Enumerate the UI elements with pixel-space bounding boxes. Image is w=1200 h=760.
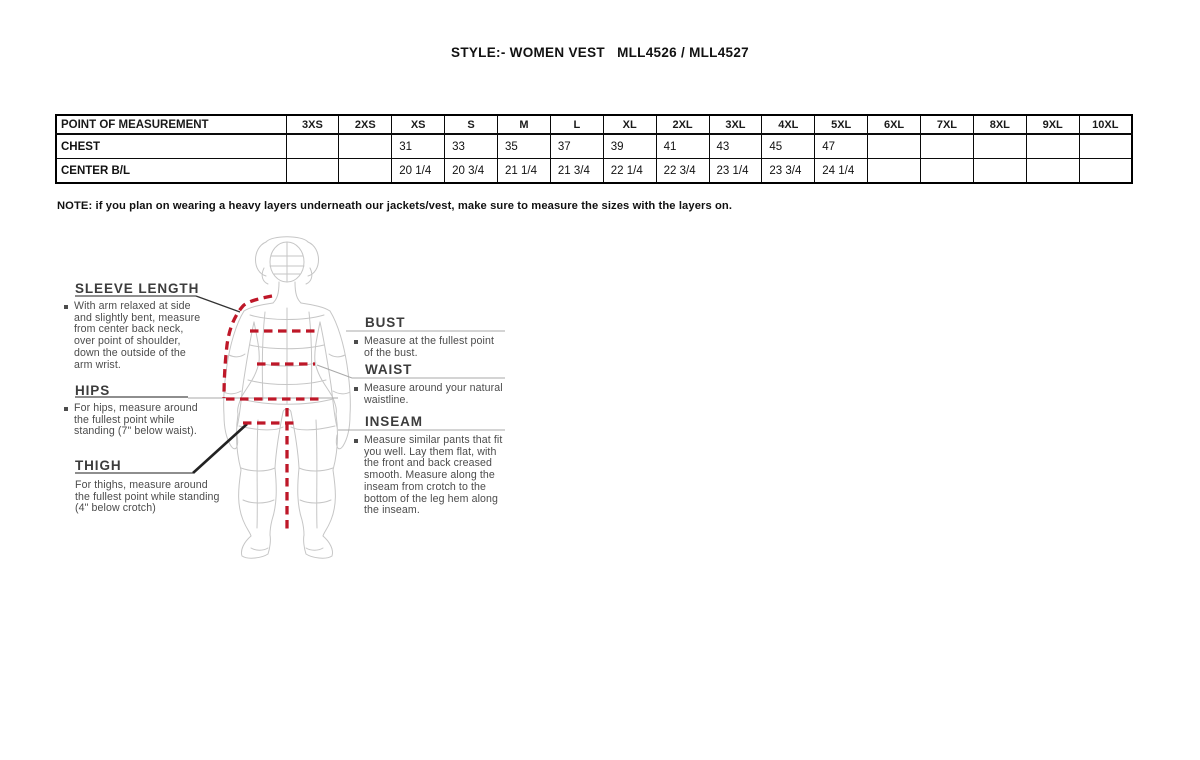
table-cell: 33 [445,134,498,159]
column-header: 4XL [762,115,815,134]
table-cell: 23 1/4 [709,159,762,184]
label-bust: BUST [365,315,406,330]
table-cell: 22 3/4 [656,159,709,184]
bullet-icon [354,387,358,391]
bullet-icon [354,439,358,443]
column-header: L [550,115,603,134]
bust-description: Measure at the fullest point of the bust. [354,336,506,359]
waist-description: Measure around your natural waistline. [354,383,506,406]
table-cell: 35 [498,134,551,159]
column-header: 9XL [1026,115,1079,134]
bullet-icon [354,340,358,344]
column-header: 7XL [921,115,974,134]
table-cell [1079,159,1132,184]
column-header-point-of-measurement: POINT OF MEASUREMENT [56,115,286,134]
table-cell [1026,134,1079,159]
bullet-icon [64,407,68,411]
column-header: XL [603,115,656,134]
note-text: NOTE: if you plan on wearing a heavy layers underneath our jackets/vest, make sure to measure the sizes with the layers on. [57,200,733,212]
table-cell: 31 [392,134,445,159]
table-cell [339,159,392,184]
table-row-center-bl [56,159,1132,184]
column-header: 8XL [973,115,1026,134]
column-header: XS [392,115,445,134]
row-label: CHEST [56,134,286,159]
column-header: 5XL [815,115,868,134]
table-cell: 37 [550,134,603,159]
column-header: S [445,115,498,134]
column-header: 2XS [339,115,392,134]
table-cell: 24 1/4 [815,159,868,184]
bullet-icon [64,305,68,309]
table-cell: 21 3/4 [550,159,603,184]
table-cell: 41 [656,134,709,159]
page-title: STYLE:- WOMEN VEST MLL4526 / MLL4527 [451,45,749,60]
table-cell [973,134,1026,159]
label-inseam: INSEAM [365,414,423,429]
table-cell: 43 [709,134,762,159]
inseam-description: Measure similar pants that fit you well. Lay them flat, with the front and back creased smooth. Measure along the inseam from crotch to the bottom of the leg hem along the inseam. [354,435,512,517]
table-cell [868,159,921,184]
table-cell [1079,134,1132,159]
sleeve-length-description: With arm relaxed at side and slightly bent, measure from center back neck, over point of shoulder, down the outside of the arm wrist. [64,301,202,371]
table-cell [921,134,974,159]
table-cell [921,159,974,184]
table-cell [1026,159,1079,184]
hips-description: For hips, measure around the fullest point while standing (7" below waist). [64,403,212,438]
table-row-chest [56,134,1132,159]
table-cell: 39 [603,134,656,159]
column-header: 3XL [709,115,762,134]
table-cell: 45 [762,134,815,159]
sleeve-measure-line [224,296,272,398]
body-figure [224,237,351,558]
label-thigh: THIGH [75,458,122,473]
row-label: CENTER B/L [56,159,286,184]
label-sleeve-length: SLEEVE LENGTH [75,281,200,296]
table-cell: 23 3/4 [762,159,815,184]
label-hips: HIPS [75,383,111,398]
table-cell [339,134,392,159]
sleeve-leader-line [196,296,240,312]
table-cell [286,159,339,184]
table-cell [868,134,921,159]
column-header: 2XL [656,115,709,134]
table-cell: 20 1/4 [392,159,445,184]
table-cell: 47 [815,134,868,159]
table-cell [973,159,1026,184]
column-header: 3XS [286,115,339,134]
size-table [55,114,1133,184]
table-cell [286,134,339,159]
column-header: 10XL [1079,115,1132,134]
label-waist: WAIST [365,362,413,377]
table-header-row [56,115,1132,134]
thigh-description: For thighs, measure around the fullest point while standing (4" below crotch) [75,479,220,515]
table-cell: 22 1/4 [603,159,656,184]
column-header: 6XL [868,115,921,134]
table-cell: 21 1/4 [498,159,551,184]
measurement-lines [224,296,323,531]
column-header: M [498,115,551,134]
table-cell: 20 3/4 [445,159,498,184]
